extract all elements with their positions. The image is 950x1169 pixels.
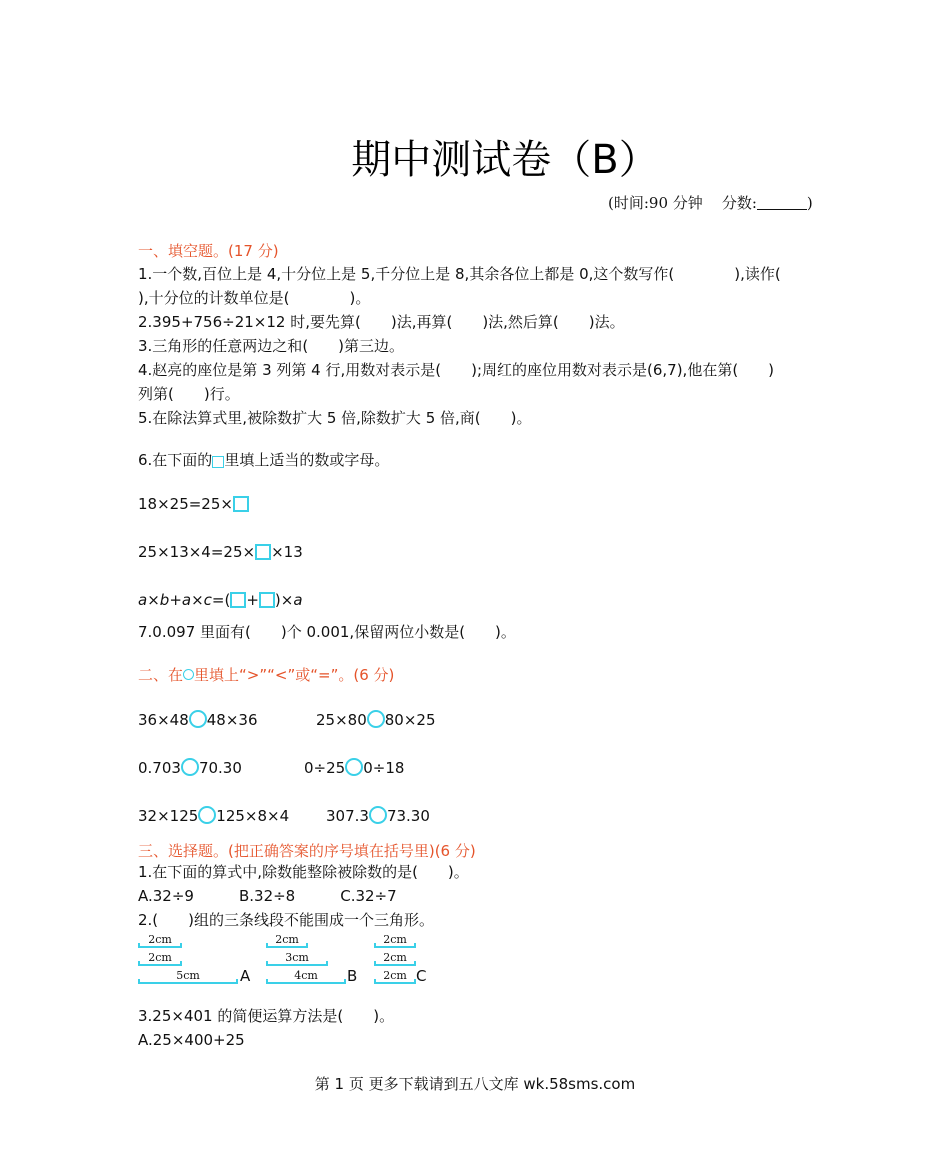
var-a: a bbox=[181, 591, 192, 609]
question-3-1-options: A.32÷9 B.32÷8 C.32÷7 bbox=[138, 887, 397, 905]
circle-icon bbox=[183, 669, 194, 680]
question-1-5: 5.在除法算式里,被除数扩大 5 倍,除数扩大 5 倍,商( )。 bbox=[138, 409, 532, 427]
option-label-b: B bbox=[347, 967, 358, 985]
compare-right: 73.30 bbox=[386, 807, 430, 825]
segment-a2: 2cm bbox=[138, 951, 182, 966]
compare-right: 48×36 bbox=[206, 711, 258, 729]
segment-b3: 4cm bbox=[266, 969, 346, 984]
segment-a1: 2cm bbox=[138, 933, 182, 948]
score-blank bbox=[757, 195, 807, 210]
exam-meta bbox=[608, 192, 813, 213]
question-3-3-option-a: A.25×400+25 bbox=[138, 1031, 245, 1049]
compare-left: 32×125 bbox=[138, 807, 199, 825]
compare-row-3b bbox=[326, 806, 430, 826]
question-3-2: 2.( )组的三条线段不能围成一个三角形。 bbox=[138, 911, 435, 929]
segment-c3: 2cm bbox=[374, 969, 416, 984]
square-icon bbox=[212, 456, 224, 468]
close-times: )× bbox=[274, 591, 294, 609]
question-3-1: 1.在下面的算式中,除数能整除被除数的是( )。 bbox=[138, 863, 469, 881]
question-1-1b: ),十分位的计数单位是( )。 bbox=[138, 289, 371, 307]
compare-left: 0÷25 bbox=[304, 759, 346, 777]
question-1-4b: 列第( )行。 bbox=[138, 385, 240, 403]
compare-row-1b bbox=[316, 710, 436, 730]
question-1-3: 3.三角形的任意两边之和( )第三边。 bbox=[138, 337, 405, 355]
eq1-text: 18×25=25× bbox=[138, 495, 233, 513]
compare-left: 0.703 bbox=[138, 759, 181, 777]
equation-3 bbox=[138, 590, 303, 610]
score-label: 分数: bbox=[721, 194, 757, 212]
question-1-7: 7.0.097 里面有( )个 0.001,保留两位小数是( )。 bbox=[138, 623, 516, 641]
answer-square-icon bbox=[255, 544, 271, 560]
section-1-heading: 一、填空题。(17 分) bbox=[138, 242, 279, 260]
compare-row-1a bbox=[138, 710, 258, 730]
answer-circle-icon bbox=[189, 710, 207, 728]
segment-a3: 5cm bbox=[138, 969, 238, 984]
time-info: (时间:90 分钟 bbox=[608, 194, 703, 212]
equation-1 bbox=[138, 494, 249, 514]
answer-circle-icon bbox=[345, 758, 363, 776]
compare-row-3a bbox=[138, 806, 289, 826]
compare-left: 307.3 bbox=[326, 807, 369, 825]
compare-left: 25×80 bbox=[316, 711, 367, 729]
question-3-3: 3.25×401 的简便运算方法是( )。 bbox=[138, 1007, 395, 1025]
segment-c1: 2cm bbox=[374, 933, 416, 948]
q6-pre: 6.在下面的 bbox=[138, 451, 213, 469]
compare-right: 0÷18 bbox=[363, 759, 405, 777]
segment-b2: 3cm bbox=[266, 951, 328, 966]
option-label-c: C bbox=[416, 967, 427, 985]
meta-close: ) bbox=[806, 194, 813, 212]
sec2-heading-pre: 二、在 bbox=[138, 666, 184, 684]
section-3-heading: 三、选择题。(把正确答案的序号填在括号里)(6 分) bbox=[138, 842, 476, 860]
page-footer: 第 1 页 更多下载请到五八文库 wk.58sms.com bbox=[314, 1075, 636, 1093]
q6-post: 里填上适当的数或字母。 bbox=[224, 451, 390, 469]
answer-square-icon bbox=[230, 592, 246, 608]
page-title: 期中测试卷（B） bbox=[351, 137, 659, 183]
segment-c2: 2cm bbox=[374, 951, 416, 966]
plus: + bbox=[169, 591, 182, 609]
answer-circle-icon bbox=[369, 806, 387, 824]
plus: + bbox=[246, 591, 259, 609]
var-c: c bbox=[203, 591, 212, 609]
compare-row-2b bbox=[304, 758, 404, 778]
answer-circle-icon bbox=[181, 758, 199, 776]
var-a: a bbox=[293, 591, 303, 609]
option-label-a: A bbox=[240, 967, 251, 985]
question-1-4a: 4.赵亮的座位是第 3 列第 4 行,用数对表示是( );周红的座位用数对表示是(6,7),他在第( ) bbox=[138, 361, 775, 379]
sec2-heading-post: 里填上“>”“<”或“=”。(6 分) bbox=[194, 666, 395, 684]
var-a: a bbox=[138, 591, 148, 609]
question-1-1a: 1.一个数,百位上是 4,十分位上是 5,千分位上是 8,其余各位上都是 0,这个数写作( ),读作( bbox=[138, 265, 781, 283]
var-b: b bbox=[159, 591, 170, 609]
times: × bbox=[191, 591, 204, 609]
question-1-2: 2.395+756÷21×12 时,要先算( )法,再算( )法,然后算( )法。 bbox=[138, 313, 625, 331]
equation-2 bbox=[138, 542, 303, 562]
answer-square-icon bbox=[259, 592, 275, 608]
section-2-heading bbox=[138, 664, 394, 685]
compare-right: 125×8×4 bbox=[216, 807, 290, 825]
eq2-pre: 25×13×4=25× bbox=[138, 543, 256, 561]
times: × bbox=[147, 591, 160, 609]
eq2-post: ×13 bbox=[271, 543, 303, 561]
compare-row-2a bbox=[138, 758, 242, 778]
answer-square-icon bbox=[233, 496, 249, 512]
equals-open: =( bbox=[211, 591, 231, 609]
compare-right: 70.30 bbox=[198, 759, 242, 777]
question-1-6 bbox=[138, 450, 389, 470]
answer-circle-icon bbox=[198, 806, 216, 824]
compare-right: 80×25 bbox=[384, 711, 436, 729]
answer-circle-icon bbox=[367, 710, 385, 728]
compare-left: 36×48 bbox=[138, 711, 189, 729]
segment-b1: 2cm bbox=[266, 933, 308, 948]
